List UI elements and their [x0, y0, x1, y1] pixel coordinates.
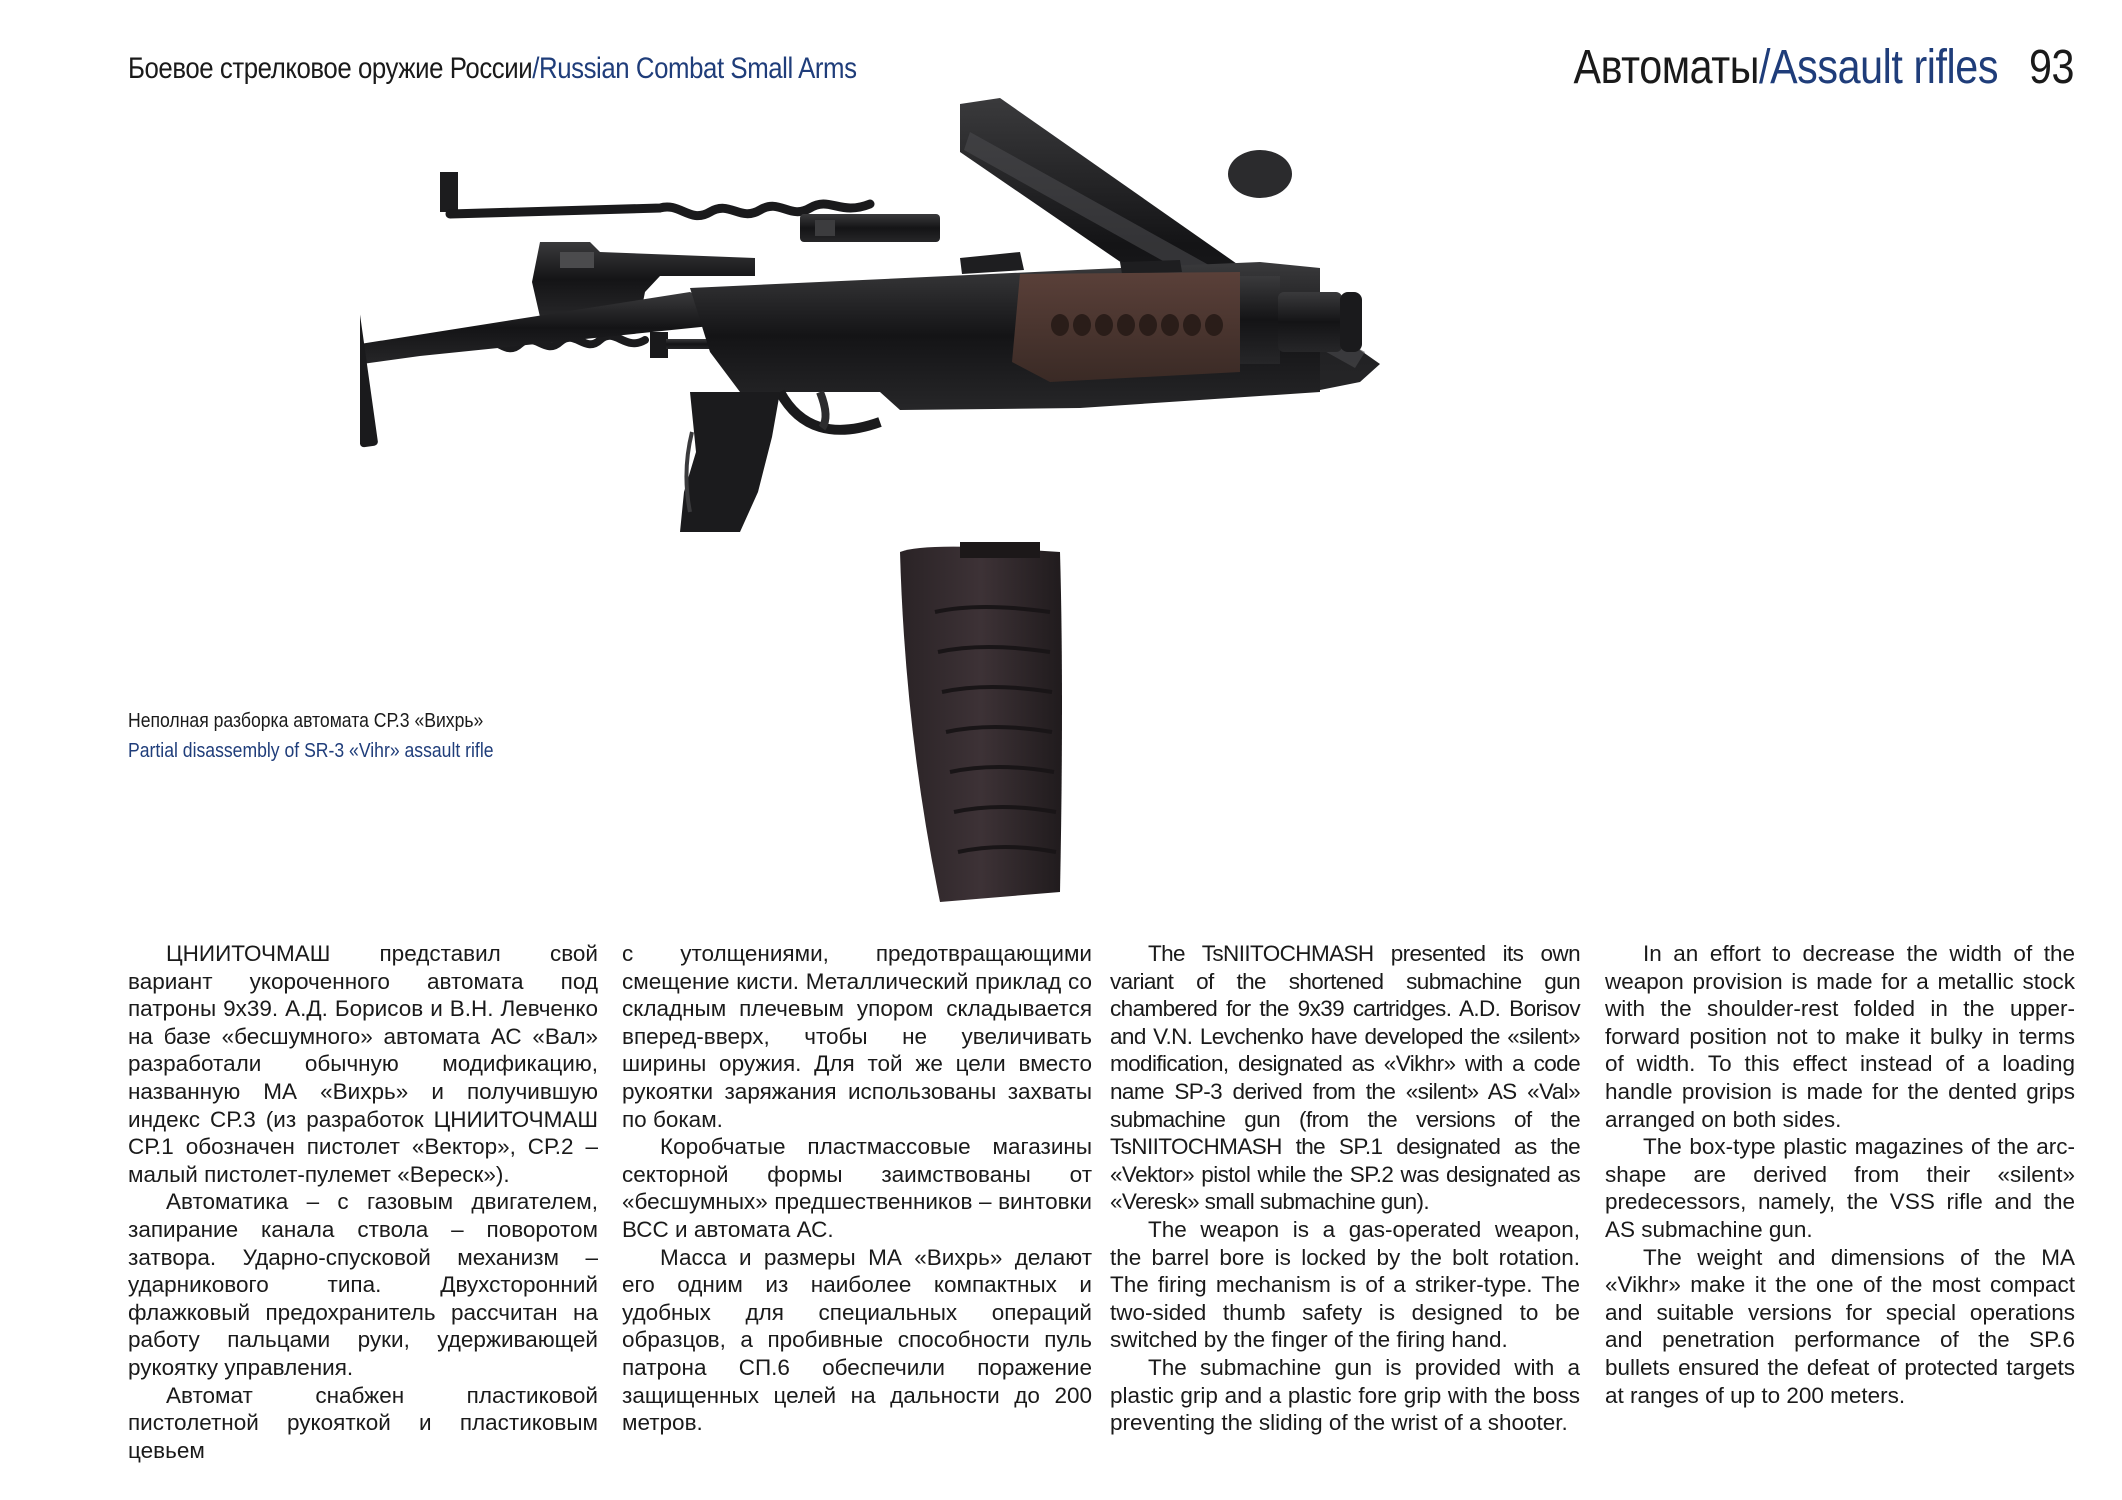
en-paragraph: The weapon is a gas-operated weapon, the barrel bore is locked by the bolt rotation. The firing mechanism is of a striker-type. The two-sided thumb safety is designed to be switched by the finger of the firing hand.	[1110, 1216, 1580, 1353]
title-slash: /	[532, 52, 539, 85]
spring-guide-rod-part	[440, 172, 870, 216]
en-paragraph: The weight and dimensions of the MA «Vikhr» make it the one of the most compact and suitable versions for special operations and penetration performance of the SP.6 bullets ensured the defeat of protected targets at ranges of up to 200 meters.	[1605, 1244, 2075, 1408]
section-title-en: Assault rifles	[1770, 41, 1998, 94]
en-paragraph: The box-type plastic magazines of the arc-shape are derived from their «silent» predecessors, namely, the VSS rifle and the AS submachine gun.	[1605, 1134, 2075, 1242]
receiver-and-stock-part	[360, 252, 1362, 532]
en-paragraph: In an effort to decrease the width of the weapon provision is made for a metallic stock with the shoulder-rest folded in the upper-forward position not to make it bulky in terms of width. To this effect instead of a loading handle provision is made for the dented grips arranged on both sides.	[1605, 941, 2075, 1132]
section-slash: /	[1758, 41, 1771, 94]
book-title-en: Russian Combat Small Arms	[538, 52, 857, 85]
gas-tube-part	[800, 214, 940, 242]
rifle-disassembly-illustration	[360, 92, 1820, 912]
section-title-ru: Автоматы	[1573, 41, 1759, 94]
running-header-right	[1573, 40, 2074, 95]
en-paragraph: The submachine gun is provided with a plastic grip and a plastic fore grip with the boss preventing the sliding of the wrist of a shooter.	[1110, 1354, 1580, 1436]
en-paragraph: The TsNIITOCHMASH presented its own variant of the shortened submachine gun chambered for the 9x39 cartridges. A.D. Borisov and V.N. Levchenko have developed the «silent» modification, designated as «Vikhr» with a code name SP-3 derived from the «silent» AS «Val» submachine gun (from the versions of the TsNIITOCHMASH the SP.1 designated as the «Vektor» pistol while the SP.2 was designated as «Veresk» small submachine gun).	[1110, 941, 1580, 1215]
ru-paragraph: Коробчатые пластмассовые магазины секторной формы заимствованы от «бесшумных» предшественников – винтовки ВСС и автомата АС.	[622, 1134, 1092, 1242]
ru-text-column-2	[622, 940, 1092, 1437]
ru-paragraph: Автомат снабжен пластиковой пистолетной рукояткой и пластиковым цевьем	[128, 1382, 598, 1463]
en-text-column-2	[1605, 940, 2075, 1409]
ru-paragraph: ЦНИИТОЧМАШ представил свой вариант укороченного автомата под патроны 9х39. А.Д. Борисов и В.Н. Левченко на базе «бесшумного» автомата АС «Вал» разработали обычную модификацию, названную МА «Вихрь» и получившую индекс СР.3 (из разработок ЦНИИТОЧМАШ СР.1 обозначен пистолет «Вектор», СР.2 – малый пистолет-пулемет «Вереск»).	[128, 941, 598, 1187]
ru-paragraph: Масса и размеры МА «Вихрь» делают его одним из наиболее компактных и удобных для специальных операций образцов, а пробивные способности пуль патрона СП.6 обеспечили поражение защищенных целей на дальности до 200 метров.	[622, 1244, 1092, 1436]
page-number: 93	[2028, 41, 2074, 94]
ru-paragraph: Автоматика – с газовым двигателем, запирание канала ствола – поворотом затвора. Ударно-спусковой механизм – ударникового типа. Двухсторонний флажковый предохранитель рассчитан на работу пальцами руки, удерживающей рукоятку управления.	[128, 1189, 598, 1380]
magazine-part	[900, 542, 1062, 902]
ru-paragraph: с утолщениями, предотвращающими смещение кисти. Металлический приклад со складным плечевым упором складывается вперед-вверх, чтобы не увеличивать ширины оружия. Для той же цели вместо рукоятки заряжания использованы захваты по бокам.	[622, 941, 1092, 1132]
caption-ru: Неполная разборка автомата СР.3 «Вихрь»	[128, 710, 484, 732]
caption-en: Partial disassembly of SR-3 «Vihr» assault rifle	[128, 740, 494, 762]
running-header-left	[128, 52, 857, 86]
en-text-column-1	[1110, 940, 1580, 1437]
ru-text-column-1	[128, 940, 598, 1464]
figure-caption	[128, 706, 494, 766]
book-title-ru: Боевое стрелковое оружие России	[128, 52, 533, 85]
